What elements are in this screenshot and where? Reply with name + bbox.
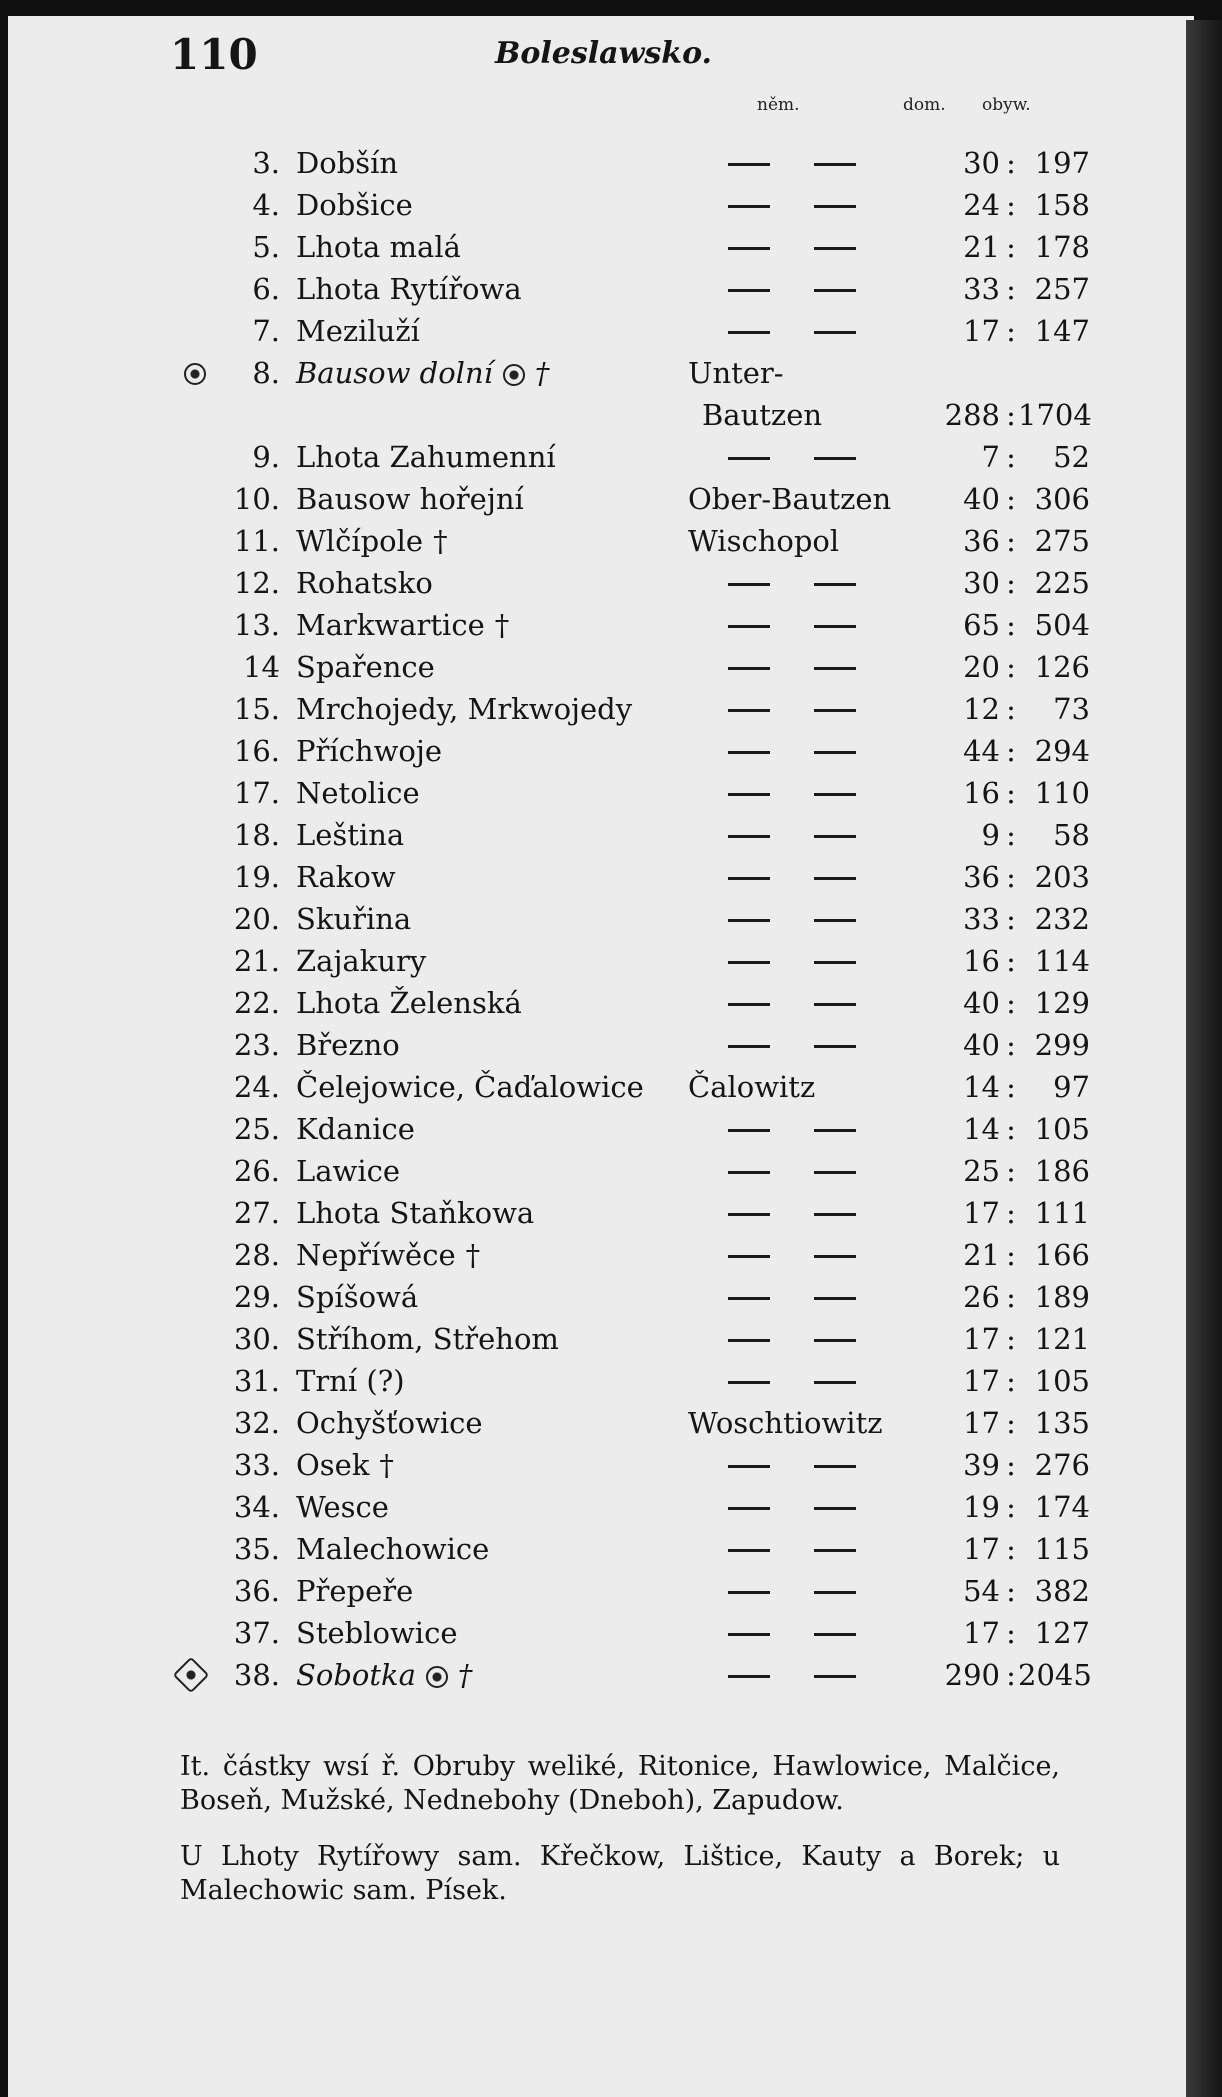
row-number: 25. [233, 1112, 280, 1146]
houses-count: 36 [963, 860, 1000, 894]
table-row [0, 898, 1222, 940]
table-row [0, 1108, 1222, 1150]
village-name-cell [296, 478, 524, 520]
separator: : [1006, 146, 1016, 180]
inhabitants-count: 158 [1034, 188, 1090, 222]
church-cross-icon: † [465, 1238, 481, 1272]
inhabitants-count: 73 [1053, 692, 1090, 726]
inhabitants-count: 186 [1034, 1154, 1090, 1188]
table-row [0, 310, 1222, 352]
table-row [0, 268, 1222, 310]
row-number: 23. [233, 1028, 280, 1062]
village-name: Rakow [296, 860, 396, 894]
row-number: 9. [252, 440, 280, 474]
houses-count: 30 [963, 146, 1000, 180]
separator: : [1006, 692, 1016, 726]
village-name-cell [296, 520, 448, 562]
inhabitants-count: 111 [1034, 1196, 1090, 1230]
table-row [0, 562, 1222, 604]
houses-count: 54 [963, 1574, 1000, 1608]
inhabitants-count: 275 [1034, 524, 1090, 558]
village-name-cell [296, 1318, 559, 1360]
inhabitants-count: 126 [1034, 650, 1090, 684]
table-row [0, 1150, 1222, 1192]
inhabitants-count: 127 [1034, 1616, 1090, 1650]
village-name: Skuřina [296, 902, 412, 936]
houses-count: 16 [963, 776, 1000, 810]
row-number: 13. [233, 608, 280, 642]
row-number: 27. [233, 1196, 280, 1230]
row-number: 33. [233, 1448, 280, 1482]
village-name-cell [296, 562, 433, 604]
village-name-cell [296, 1150, 400, 1192]
table-row [0, 1402, 1222, 1444]
village-name-cell [296, 268, 522, 310]
table-row [0, 1444, 1222, 1486]
village-name-cell [296, 436, 556, 478]
row-number: 26. [233, 1154, 280, 1188]
village-name: Malechowice [296, 1532, 490, 1566]
houses-count: 40 [963, 1028, 1000, 1062]
footnote-text: It. částky wsí ř. Obruby weliké, Ritonice, Hawlowice, Malčice, Boseň, Mužské, Nednebohy (Dneboh), Zapudow. [180, 1751, 1060, 1816]
table-row [0, 1024, 1222, 1066]
separator: : [1006, 398, 1016, 432]
row-number: 8. [252, 356, 280, 390]
houses-count: 25 [963, 1154, 1000, 1188]
village-name-cell [296, 856, 396, 898]
village-name-cell [296, 646, 435, 688]
village-name: Wesce [296, 1490, 389, 1524]
row-number: 5. [252, 230, 280, 264]
row-number: 10. [233, 482, 280, 516]
german-name: Wischopol [688, 524, 840, 558]
row-number: 17. [233, 776, 280, 810]
parish-circle-icon [503, 364, 525, 386]
houses-count: 9 [981, 818, 1000, 852]
separator: : [1006, 1616, 1016, 1650]
table-row [0, 982, 1222, 1024]
houses-count: 288 [944, 398, 1000, 432]
village-name: Markwartice [296, 608, 485, 642]
inhabitants-count: 294 [1034, 734, 1090, 768]
separator: : [1006, 230, 1016, 264]
table-row [0, 394, 1222, 436]
table-row [0, 184, 1222, 226]
row-number: 28. [233, 1238, 280, 1272]
separator: : [1006, 1196, 1016, 1230]
village-name: Rohatsko [296, 566, 433, 600]
village-name-cell [296, 1360, 405, 1402]
inhabitants-count: 225 [1034, 566, 1090, 600]
houses-count: 17 [963, 1406, 1000, 1440]
parish-circle-icon [426, 1666, 448, 1688]
houses-count: 40 [963, 986, 1000, 1020]
inhabitants-count: 306 [1034, 482, 1090, 516]
houses-count: 17 [963, 1322, 1000, 1356]
houses-count: 17 [963, 1532, 1000, 1566]
separator: : [1006, 1238, 1016, 1272]
separator: : [1006, 860, 1016, 894]
column-header-houses: dom. [903, 95, 946, 115]
row-number: 31. [233, 1364, 280, 1398]
inhabitants-count: 197 [1034, 146, 1090, 180]
village-name: Ochyšťowice [296, 1406, 483, 1440]
row-number: 24. [233, 1070, 280, 1104]
church-cross-icon: † [433, 524, 448, 558]
row-number: 7. [252, 314, 280, 348]
village-name: Čelejowice, Čaďalowice [296, 1070, 644, 1104]
village-name-cell [296, 142, 398, 184]
houses-count: 12 [963, 692, 1000, 726]
row-number: 4. [252, 188, 280, 222]
village-name-cell [296, 688, 632, 730]
separator: : [1006, 272, 1016, 306]
row-number: 20. [233, 902, 280, 936]
separator: : [1006, 1280, 1016, 1314]
village-name: Příchwoje [296, 734, 443, 768]
village-name-cell [296, 1108, 415, 1150]
row-number: 38. [233, 1658, 280, 1692]
houses-count: 33 [963, 902, 1000, 936]
inhabitants-count: 135 [1034, 1406, 1090, 1440]
houses-count: 40 [963, 482, 1000, 516]
village-name: Spařence [296, 650, 435, 684]
table-row [0, 520, 1222, 562]
separator: : [1006, 188, 1016, 222]
german-name: Ober-Bautzen [688, 482, 892, 516]
village-name: Sobotka [296, 1658, 416, 1692]
table-row [0, 856, 1222, 898]
row-number: 21. [233, 944, 280, 978]
town-marker-icon [184, 363, 206, 385]
separator: : [1006, 482, 1016, 516]
houses-count: 44 [963, 734, 1000, 768]
village-name: Nepříwěce [296, 1238, 456, 1272]
table-row [0, 436, 1222, 478]
separator: : [1006, 1574, 1016, 1608]
separator: : [1006, 1322, 1016, 1356]
table-row [0, 730, 1222, 772]
village-name-cell [296, 226, 461, 268]
german-name: Bautzen [702, 398, 823, 432]
village-name-cell [296, 730, 442, 772]
village-name-cell [296, 1192, 534, 1234]
village-name: Lhota Želenská [296, 986, 522, 1020]
separator: : [1006, 650, 1016, 684]
inhabitants-count: 114 [1034, 944, 1090, 978]
row-number: 22. [233, 986, 280, 1020]
village-name: Meziluží [296, 314, 420, 348]
separator: : [1006, 776, 1016, 810]
table-row [0, 646, 1222, 688]
inhabitants-count: 166 [1034, 1238, 1090, 1272]
page-header [0, 30, 1222, 90]
houses-count: 14 [963, 1070, 1000, 1104]
village-name: Bausow dolní [296, 356, 493, 390]
village-name-cell [296, 1444, 394, 1486]
table-row [0, 604, 1222, 646]
table-row [0, 1654, 1222, 1696]
inhabitants-count: 105 [1034, 1364, 1090, 1398]
inhabitants-count: 58 [1053, 818, 1090, 852]
village-name-cell [296, 604, 509, 646]
houses-count: 30 [963, 566, 1000, 600]
footnote-text: U Lhoty Rytířowy sam. Křečkow, Lištice, Kauty a Borek; u Malechowic sam. Písek. [180, 1841, 1060, 1906]
village-name: Zajakury [296, 944, 427, 978]
table-row [0, 142, 1222, 184]
village-name: Leština [296, 818, 405, 852]
houses-count: 26 [963, 1280, 1000, 1314]
page-number: 110 [170, 30, 258, 79]
inhabitants-count: 52 [1053, 440, 1090, 474]
houses-count: 24 [963, 188, 1000, 222]
village-name: Stříhom, Střehom [296, 1322, 559, 1356]
houses-count: 17 [963, 1196, 1000, 1230]
village-name: Lawice [296, 1154, 401, 1188]
table-row [0, 1360, 1222, 1402]
village-name: Mrchojedy, Mrkwojedy [296, 692, 633, 726]
village-name: Dobšín [296, 146, 399, 180]
houses-count: 36 [963, 524, 1000, 558]
row-number: 11. [233, 524, 280, 558]
inhabitants-count: 299 [1034, 1028, 1090, 1062]
village-name-cell [296, 1276, 418, 1318]
table-row [0, 1570, 1222, 1612]
separator: : [1006, 440, 1016, 474]
running-title: Boleslawsko. [495, 36, 713, 71]
village-name-cell [296, 940, 426, 982]
row-number: 29. [233, 1280, 280, 1314]
separator: : [1006, 818, 1016, 852]
houses-count: 17 [963, 1364, 1000, 1398]
houses-count: 65 [963, 608, 1000, 642]
village-name-cell [296, 310, 420, 352]
german-name: Čalowitz [688, 1070, 816, 1104]
inhabitants-count: 232 [1034, 902, 1090, 936]
table-row [0, 814, 1222, 856]
village-name-cell [296, 352, 549, 394]
row-number: 34. [233, 1490, 280, 1524]
row-number: 6. [252, 272, 280, 306]
village-name: Přepeře [296, 1574, 414, 1608]
table-row [0, 772, 1222, 814]
village-name: Lhota malá [296, 230, 461, 264]
table-row [0, 1486, 1222, 1528]
separator: : [1006, 1658, 1016, 1692]
inhabitants-count: 276 [1034, 1448, 1090, 1482]
inhabitants-count: 1704 [1018, 398, 1092, 432]
village-name: Osek [296, 1448, 370, 1482]
row-number: 30. [233, 1322, 280, 1356]
village-name-cell [296, 1654, 472, 1696]
row-number: 37. [233, 1616, 280, 1650]
separator: : [1006, 314, 1016, 348]
inhabitants-count: 110 [1034, 776, 1090, 810]
inhabitants-count: 97 [1053, 1070, 1090, 1104]
village-name-cell [296, 814, 404, 856]
row-number: 12. [233, 566, 280, 600]
separator: : [1006, 902, 1016, 936]
church-cross-icon: † [534, 356, 550, 390]
table-row [0, 1612, 1222, 1654]
houses-count: 39 [963, 1448, 1000, 1482]
table-row [0, 1276, 1222, 1318]
separator: : [1006, 608, 1016, 642]
village-name-cell [296, 1486, 389, 1528]
column-header-inhabitants: obyw. [982, 95, 1031, 115]
separator: : [1006, 734, 1016, 768]
village-name: Netolice [296, 776, 420, 810]
separator: : [1006, 566, 1016, 600]
separator: : [1006, 1028, 1016, 1062]
separator: : [1006, 1490, 1016, 1524]
inhabitants-count: 203 [1034, 860, 1090, 894]
row-number: 18. [233, 818, 280, 852]
table-row [0, 352, 1222, 394]
separator: : [1006, 1448, 1016, 1482]
separator: : [1006, 1532, 1016, 1566]
village-name-cell [296, 1528, 489, 1570]
village-name-cell [296, 1402, 483, 1444]
village-name: Lhota Zahumenní [296, 440, 556, 474]
village-name-cell [296, 184, 413, 226]
village-name-cell [296, 1234, 480, 1276]
table-row [0, 688, 1222, 730]
houses-count: 17 [963, 1616, 1000, 1650]
separator: : [1006, 1112, 1016, 1146]
row-number: 15. [233, 692, 280, 726]
houses-count: 20 [963, 650, 1000, 684]
houses-count: 21 [963, 230, 1000, 264]
separator: : [1006, 1364, 1016, 1398]
inhabitants-count: 105 [1034, 1112, 1090, 1146]
german-name: Unter- [688, 356, 784, 390]
houses-count: 17 [963, 314, 1000, 348]
separator: : [1006, 1154, 1016, 1188]
row-number: 36. [233, 1574, 280, 1608]
village-name: Dobšice [296, 188, 413, 222]
inhabitants-count: 189 [1034, 1280, 1090, 1314]
table-row [0, 1192, 1222, 1234]
houses-count: 7 [981, 440, 1000, 474]
table-row [0, 1318, 1222, 1360]
seat-marker-icon [173, 1657, 210, 1694]
village-name-cell [296, 1612, 457, 1654]
table-row [0, 226, 1222, 268]
village-name-cell [296, 898, 411, 940]
houses-count: 290 [944, 1658, 1000, 1692]
inhabitants-count: 257 [1034, 272, 1090, 306]
german-name: Woschtiowitz [688, 1406, 883, 1440]
village-name-cell [296, 1570, 413, 1612]
village-name: Lhota Staňkowa [296, 1196, 535, 1230]
houses-count: 33 [963, 272, 1000, 306]
footnote-2 [180, 1840, 1060, 1908]
table-row [0, 1528, 1222, 1570]
village-name: Wlčípole [296, 524, 424, 558]
table-row [0, 1066, 1222, 1108]
houses-count: 14 [963, 1112, 1000, 1146]
village-name: Steblowice [296, 1616, 458, 1650]
row-number: 35. [233, 1532, 280, 1566]
church-cross-icon: † [457, 1658, 473, 1692]
church-cross-icon: † [379, 1448, 394, 1482]
separator: : [1006, 524, 1016, 558]
houses-count: 21 [963, 1238, 1000, 1272]
row-number: 14 [243, 650, 280, 684]
inhabitants-count: 178 [1034, 230, 1090, 264]
inhabitants-count: 147 [1034, 314, 1090, 348]
inhabitants-count: 115 [1034, 1532, 1090, 1566]
column-header-german: něm. [757, 95, 800, 115]
separator: : [1006, 1406, 1016, 1440]
village-name-cell [296, 1024, 400, 1066]
inhabitants-count: 382 [1034, 1574, 1090, 1608]
inhabitants-count: 174 [1034, 1490, 1090, 1524]
footnote-1 [180, 1750, 1060, 1818]
row-number: 16. [233, 734, 280, 768]
table-row [0, 1234, 1222, 1276]
village-name-cell [296, 772, 420, 814]
village-name-cell [296, 982, 522, 1024]
inhabitants-count: 504 [1034, 608, 1090, 642]
village-name: Trní (?) [296, 1364, 405, 1398]
inhabitants-count: 121 [1034, 1322, 1090, 1356]
village-name: Kdanice [296, 1112, 415, 1146]
table-row [0, 478, 1222, 520]
row-number: 19. [233, 860, 280, 894]
village-name: Březno [296, 1028, 400, 1062]
houses-count: 16 [963, 944, 1000, 978]
separator: : [1006, 944, 1016, 978]
row-number: 3. [252, 146, 280, 180]
village-name-cell [296, 1066, 644, 1108]
inhabitants-count: 2045 [1018, 1658, 1092, 1692]
church-cross-icon: † [494, 608, 510, 642]
village-name: Spíšowá [296, 1280, 419, 1314]
inhabitants-count: 129 [1034, 986, 1090, 1020]
village-name: Bausow hořejní [296, 482, 524, 516]
houses-count: 19 [963, 1490, 1000, 1524]
village-name: Lhota Rytířowa [296, 272, 522, 306]
separator: : [1006, 1070, 1016, 1104]
row-number: 32. [233, 1406, 280, 1440]
table-row [0, 940, 1222, 982]
separator: : [1006, 986, 1016, 1020]
